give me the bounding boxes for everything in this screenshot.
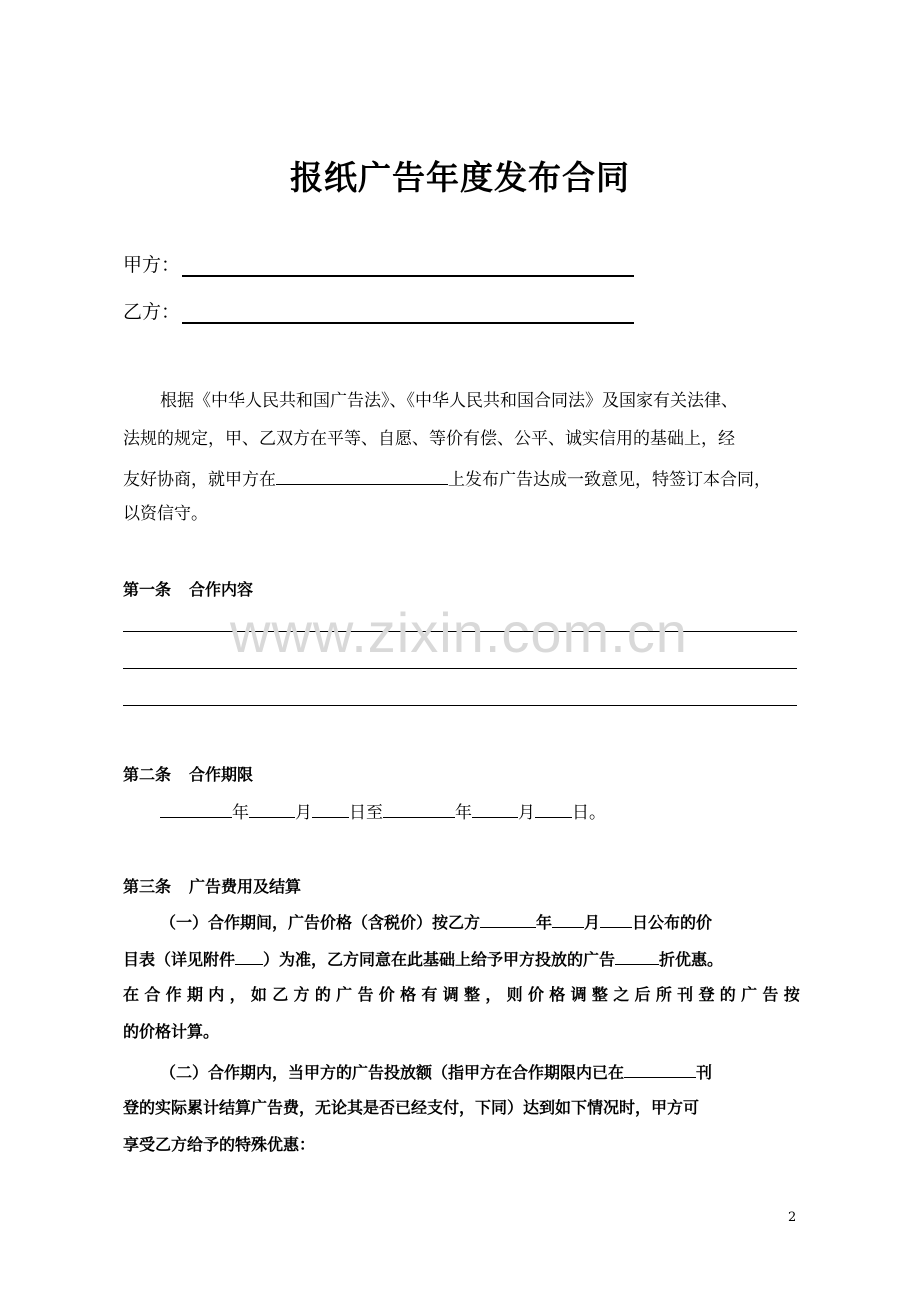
- document-title: 报纸广告年度发布合同: [290, 158, 630, 197]
- party-b-label: 乙方：: [123, 301, 181, 323]
- media-name-blank: [624, 1060, 696, 1078]
- p1-l3-char: 乙: [272, 985, 289, 1004]
- preamble-line-2: 法规的规定，甲、乙双方在平等、自愿、等价有偿、公平、诚实信用的基础上，经: [123, 429, 735, 449]
- p1-l2-start: 目表（详见附件: [123, 950, 236, 969]
- p1-l3-char: 所: [655, 985, 672, 1004]
- article-3-heading: [123, 874, 301, 897]
- p1-l3-char: 方: [293, 985, 310, 1004]
- newspaper-name-blank: [276, 467, 448, 485]
- p1-l3-char: 广: [336, 985, 353, 1004]
- p1-l2-end: 折优惠。: [659, 950, 724, 969]
- p1-l3-char: 后: [634, 985, 651, 1004]
- p1-l2-middle: ）为准，乙方同意在此基础上给予甲方投放的广告: [263, 950, 616, 969]
- party-b-row: [123, 297, 634, 323]
- p2-l1-end: 刊: [696, 1063, 713, 1082]
- p1-l3-char: 如: [250, 985, 267, 1004]
- p1-l3-char: 内: [208, 985, 225, 1004]
- p1-l3-char: 刊: [677, 985, 694, 1004]
- content-blank-line-3: [123, 705, 797, 706]
- p1-l3-char: 作: [165, 985, 182, 1004]
- p1-l3-char: ，: [229, 985, 246, 1004]
- article-1-label: 合作内容: [189, 580, 254, 599]
- preamble-line-1: 根据《中华人民共和国广告法》、《中华人民共和国合同法》及国家有关法律、: [160, 391, 738, 411]
- p1-l3-char: 价: [527, 985, 544, 1004]
- p1-l3-char: 广: [741, 985, 758, 1004]
- article-3-p2-line-2: 登的实际累计结算广告费，无论其是否已经支付，下同）达到如下情况时，甲方可: [123, 1098, 700, 1117]
- p1-l3-char: 按: [783, 985, 800, 1004]
- article-2-number: 第二条: [123, 765, 172, 784]
- article-3-p1-line-3: [123, 985, 800, 1005]
- p1-l1-end: 日公布的价: [632, 913, 713, 932]
- p1-l3-char: 有: [421, 985, 438, 1004]
- preamble-line-3-end: 上发布广告达成一致意见，特签订本合同，: [448, 470, 771, 490]
- p1-l3-char: 在: [123, 985, 140, 1004]
- p1-l3-char: 告: [762, 985, 779, 1004]
- p1-l3-char: 的: [719, 985, 736, 1004]
- content-blank-line-2: [123, 668, 797, 669]
- p1-l3-char: 调: [570, 985, 587, 1004]
- page-number: 2: [788, 1210, 797, 1225]
- article-3-number: 第三条: [123, 877, 172, 896]
- p1-l1-start: （一）合作期间，广告价格（含税价）按乙方: [160, 913, 481, 932]
- end-year-blank: [383, 800, 455, 818]
- start-month-blank: [249, 800, 295, 818]
- party-b-blank: [182, 298, 634, 324]
- p1-l3-char: 格: [400, 985, 417, 1004]
- p1-month-text: 月: [584, 913, 601, 932]
- month-text-2: 月: [518, 803, 535, 823]
- day-to-text: 日至: [349, 803, 383, 823]
- article-2-label: 合作期限: [189, 765, 254, 784]
- p1-l3-char: 则: [506, 985, 523, 1004]
- preamble-line-4: 以资信守。: [123, 504, 208, 524]
- p1-year-text: 年: [536, 913, 553, 932]
- party-a-label: 甲方：: [123, 254, 181, 276]
- p1-l3-char: 价: [378, 985, 395, 1004]
- attachment-number-blank: [235, 947, 263, 965]
- year-text-2: 年: [455, 803, 472, 823]
- p1-l3-char: 期: [186, 985, 203, 1004]
- article-3-label: 广告费用及结算: [189, 877, 302, 896]
- year-text: 年: [232, 803, 249, 823]
- party-a-row: [123, 250, 634, 276]
- end-day-blank: [535, 800, 572, 818]
- p2-l1-start: （二）合作期内，当甲方的广告投放额（指甲方在合作期限内已在: [160, 1063, 625, 1082]
- day-end-text: 日。: [572, 803, 606, 823]
- end-month-blank: [472, 800, 518, 818]
- p1-l3-char: 调: [442, 985, 459, 1004]
- p1-l3-char: 的: [314, 985, 331, 1004]
- p1-l3-char: 之: [613, 985, 630, 1004]
- article-3-p1-line-1: [160, 910, 712, 933]
- period-line: [160, 800, 606, 823]
- article-1-heading: [123, 577, 253, 600]
- start-year-blank: [160, 800, 232, 818]
- preamble-line-3-start: 友好协商，就甲方在: [123, 470, 276, 490]
- p1-l3-char: 登: [698, 985, 715, 1004]
- price-year-blank: [480, 910, 536, 928]
- p1-l3-char: 格: [549, 985, 566, 1004]
- p1-l3-char: 告: [357, 985, 374, 1004]
- article-2-heading: [123, 762, 253, 785]
- month-text: 月: [295, 803, 312, 823]
- p1-l3-char: 合: [144, 985, 161, 1004]
- p1-l3-char: 整: [591, 985, 608, 1004]
- start-day-blank: [312, 800, 349, 818]
- party-a-blank: [182, 251, 634, 277]
- article-3-p1-line-4: 的价格计算。: [123, 1022, 220, 1041]
- content-blank-line-1: [123, 631, 797, 632]
- preamble-line-3: [123, 467, 771, 490]
- p1-l3-char: 整: [464, 985, 481, 1004]
- article-1-number: 第一条: [123, 580, 172, 599]
- watermark: www.zixin.com.cn: [230, 601, 688, 664]
- price-day-blank: [600, 910, 632, 928]
- price-month-blank: [552, 910, 584, 928]
- p1-l3-char: ，: [485, 985, 502, 1004]
- discount-blank: [615, 947, 659, 965]
- article-3-p1-line-2: [123, 947, 723, 970]
- article-3-p2-line-1: [160, 1060, 712, 1083]
- article-3-p2-line-3: 享受乙方给予的特殊优惠：: [123, 1135, 316, 1154]
